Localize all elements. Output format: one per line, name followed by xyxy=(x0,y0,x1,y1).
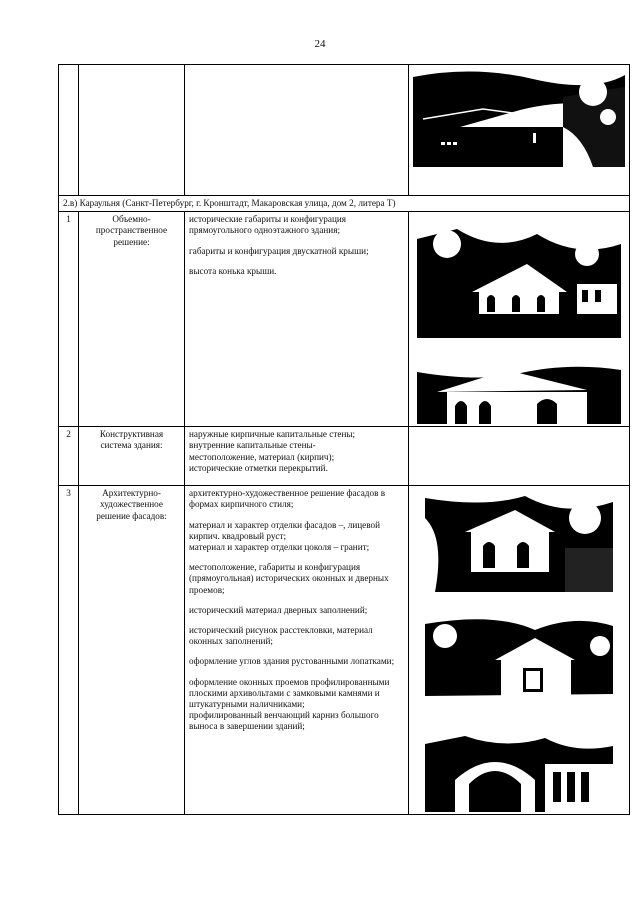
description-item: исторические габариты и конфигурация прямоугольного одноэтажного здания; xyxy=(189,214,347,236)
row-name: Конструктивная система здания: xyxy=(79,427,185,486)
row-description xyxy=(185,486,409,815)
cell-empty xyxy=(185,65,409,196)
photo-cell xyxy=(409,427,630,486)
section-title: 2.в) Караульня (Санкт-Петербург, г. Кронштадт, Макаровская улица, дом 2, литера Т) xyxy=(59,196,630,212)
cell-empty xyxy=(79,65,185,196)
description-item: наружные кирпичные капитальные стены; внутренние капитальные стены- местоположение, материал (кирпич); исторические отметки перекрытий. xyxy=(189,429,356,473)
description-item: оформление углов здания рустованными лопатками; xyxy=(189,656,395,667)
table-row xyxy=(59,212,630,427)
row-name: Архитектурно- художественное решение фасадов: xyxy=(79,486,185,815)
building-photo xyxy=(413,67,625,167)
table-row xyxy=(59,427,630,486)
photo-cell xyxy=(409,212,630,427)
protection-subject-table xyxy=(58,64,630,815)
cell-empty xyxy=(59,65,79,196)
row-number: 1 xyxy=(59,212,79,427)
photo-cell xyxy=(409,65,630,196)
description-item: исторический рисунок расстекловки, материал оконных заполнений; xyxy=(189,625,373,647)
building-photo xyxy=(417,352,621,424)
section-row xyxy=(59,196,630,212)
building-photo xyxy=(425,606,613,710)
row-description xyxy=(185,212,409,427)
description-item: местоположение, габариты и конфигурация (прямоугольная) исторических оконных и дверных проемов; xyxy=(189,562,389,595)
table-row xyxy=(59,486,630,815)
building-photo xyxy=(417,214,621,338)
description-item: оформление оконных проемов профилированными плоскими архивольтами с замковыми камнями и штукатурными наличниками; профилированный венчающий карниз большого выноса в завершении зданий; xyxy=(189,676,390,732)
building-photo xyxy=(425,724,613,812)
description-item: высота конька крыши. xyxy=(189,265,277,276)
row-description xyxy=(185,427,409,486)
photo-cell xyxy=(409,486,630,815)
continuation-row xyxy=(59,65,630,196)
row-name: Объемно- пространственное решение: xyxy=(79,212,185,427)
description-item: габариты и конфигурация двускатной крыши; xyxy=(189,245,369,256)
row-number: 2 xyxy=(59,427,79,486)
description-item: материал и характер отделки фасадов –, лицевой кирпич. квадровый руст; материал и характер отделки цоколя – гранит; xyxy=(189,519,381,553)
row-number: 3 xyxy=(59,486,79,815)
description-item: исторический материал дверных заполнений; xyxy=(189,604,368,615)
page-number: 24 xyxy=(314,38,326,50)
description-item: архитектурно-художественное решение фасадов в формах кирпичного стиля; xyxy=(189,488,386,510)
building-photo xyxy=(425,488,613,592)
